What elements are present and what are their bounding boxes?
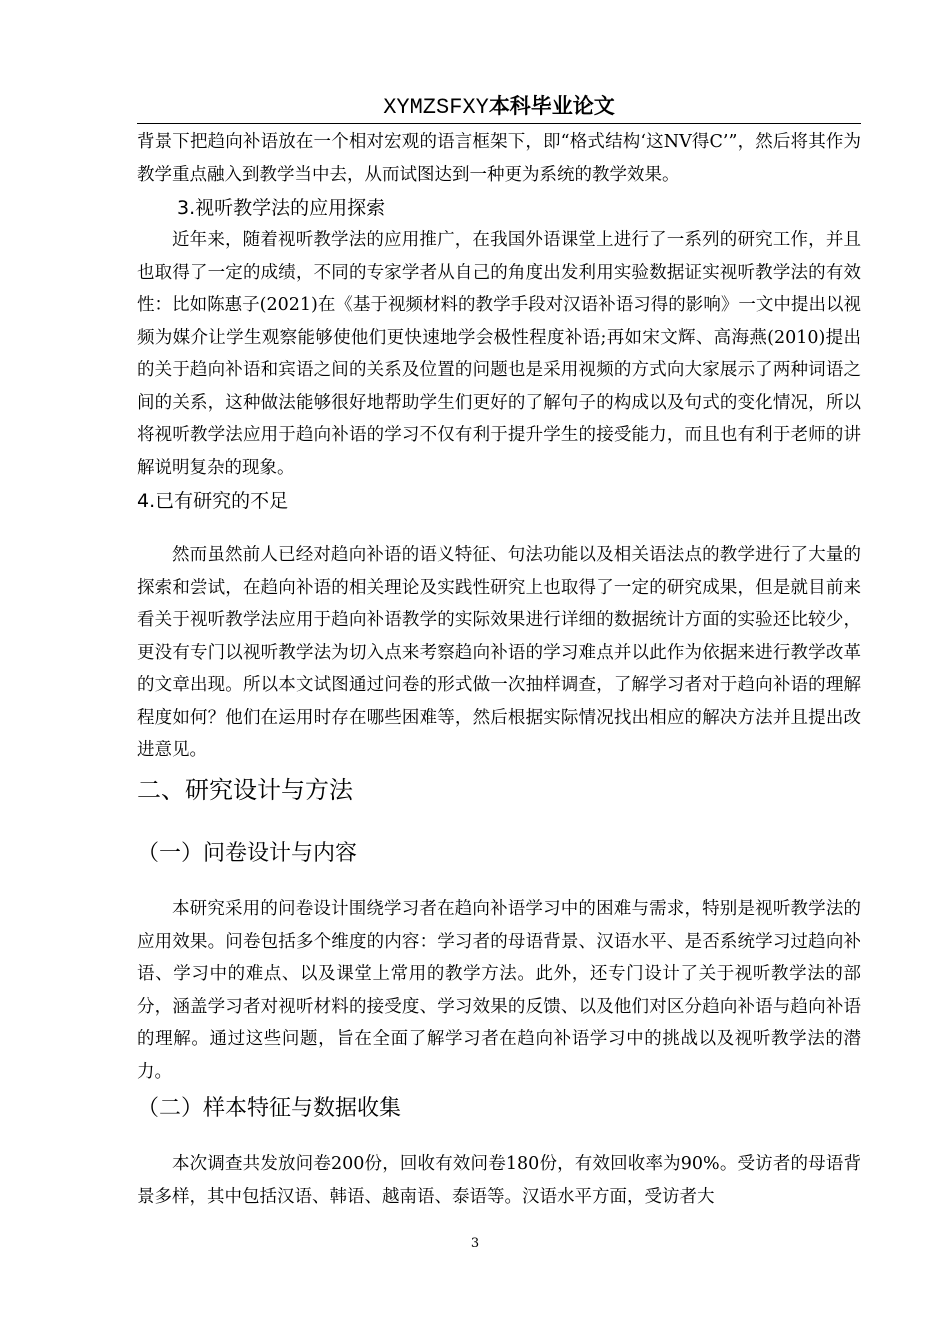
- section-4-block: [137, 539, 861, 767]
- paragraph-3: 近年来，随着视听教学法的应用推广，在我国外语课堂上进行了一系列的研究工作，并且也取得了一定的成绩，不同的专家学者从自己的角度出发利用实验数据证实视听教学法的有效性：比如陈惠子(2021)在《基于视频材料的教学手段对汉语补语习得的影响》一文中提出以视频为媒介让学生观察能够使他们更快速地学会极性程度补语;再如宋文辉、高海燕(2010)提出的关于趋向补语和宾语之间的关系及位置的问题也是采用视频的方式向大家展示了两种词语之间的关系，这种做法能够很好地帮助学生们更好的了解句子的构成以及句式的变化情况，所以将视听教学法应用于趋向补语的学习不仅有利于提升学生的接受能力，而且也有利于老师的讲解说明复杂的现象。: [137, 230, 861, 478]
- heading-3: 3.视听教学法的应用探索: [177, 197, 386, 219]
- subsection-2-heading-block: [137, 1094, 861, 1124]
- subsection-heading-1: （一）问卷设计与内容: [137, 841, 358, 866]
- heading-4-block: [137, 486, 861, 516]
- page-number: 3: [470, 1236, 480, 1251]
- header-rule: [137, 123, 861, 124]
- section-heading: 二、研究设计与方法: [137, 776, 353, 804]
- paragraph-intro: 背景下把趋向补语放在一个相对宏观的语言框架下，即“格式结构‘这NV得C’”，然后将其作为教学重点融入到教学当中去，从而试图达到一种更为系统的教学效果。: [137, 132, 861, 185]
- heading-3-block: [177, 193, 861, 223]
- paragraph-sub1: 本研究采用的问卷设计围绕学习者在趋向补语学习中的困难与需求，特别是视听教学法的应用效果。问卷包括多个维度的内容：学习者的母语背景、汉语水平、是否系统学习过趋向补语、学习中的难点、以及课堂上常用的教学方法。此外，还专门设计了关于视听教学法的部分，涵盖学习者对视听材料的接受度、学习效果的反馈、以及他们对区分趋向补语与趋向补语的理解。通过这些问题，旨在全面了解学习者在趋向补语学习中的挑战以及视听教学法的潜力。: [137, 899, 861, 1082]
- section-2-heading-block: [137, 774, 861, 806]
- subsection-2-block: [137, 1148, 861, 1213]
- subsection-1-heading-block: [137, 839, 861, 869]
- page-header: [137, 92, 861, 122]
- paragraph-sub2: 本次调查共发放问卷200份，回收有效问卷180份，有效回收率为90%。受访者的母语背景多样，其中包括汉语、韩语、越南语、泰语等。汉语水平方面，受访者大: [137, 1154, 861, 1207]
- subsection-heading-2: （二）样本特征与数据收集: [137, 1096, 402, 1121]
- header-code: XYMZSFXY: [383, 95, 489, 120]
- heading-4: 4.已有研究的不足: [137, 490, 289, 512]
- subsection-1-block: [137, 893, 861, 1088]
- intro-paragraph-block: [137, 126, 861, 191]
- header-label: 本科毕业论文: [488, 94, 615, 118]
- paragraph-4: 然而虽然前人已经对趋向补语的语义特征、句法功能以及相关语法点的教学进行了大量的探索和尝试，在趋向补语的相关理论及实践性研究上也取得了一定的研究成果，但是就目前来看关于视听教学法应用于趋向补语教学的实际效果进行详细的数据统计方面的实验还比较少，更没有专门以视听教学法为切入点来考察趋向补语的学习难点并以此作为依据来进行教学改革的文章出现。所以本文试图通过问卷的形式做一次抽样调查，了解学习者对于趋向补语的理解程度如何？他们在运用时存在哪些困难等，然后根据实际情况找出相应的解决方法并且提出改进意见。: [137, 545, 861, 760]
- section-3-block: [137, 224, 861, 484]
